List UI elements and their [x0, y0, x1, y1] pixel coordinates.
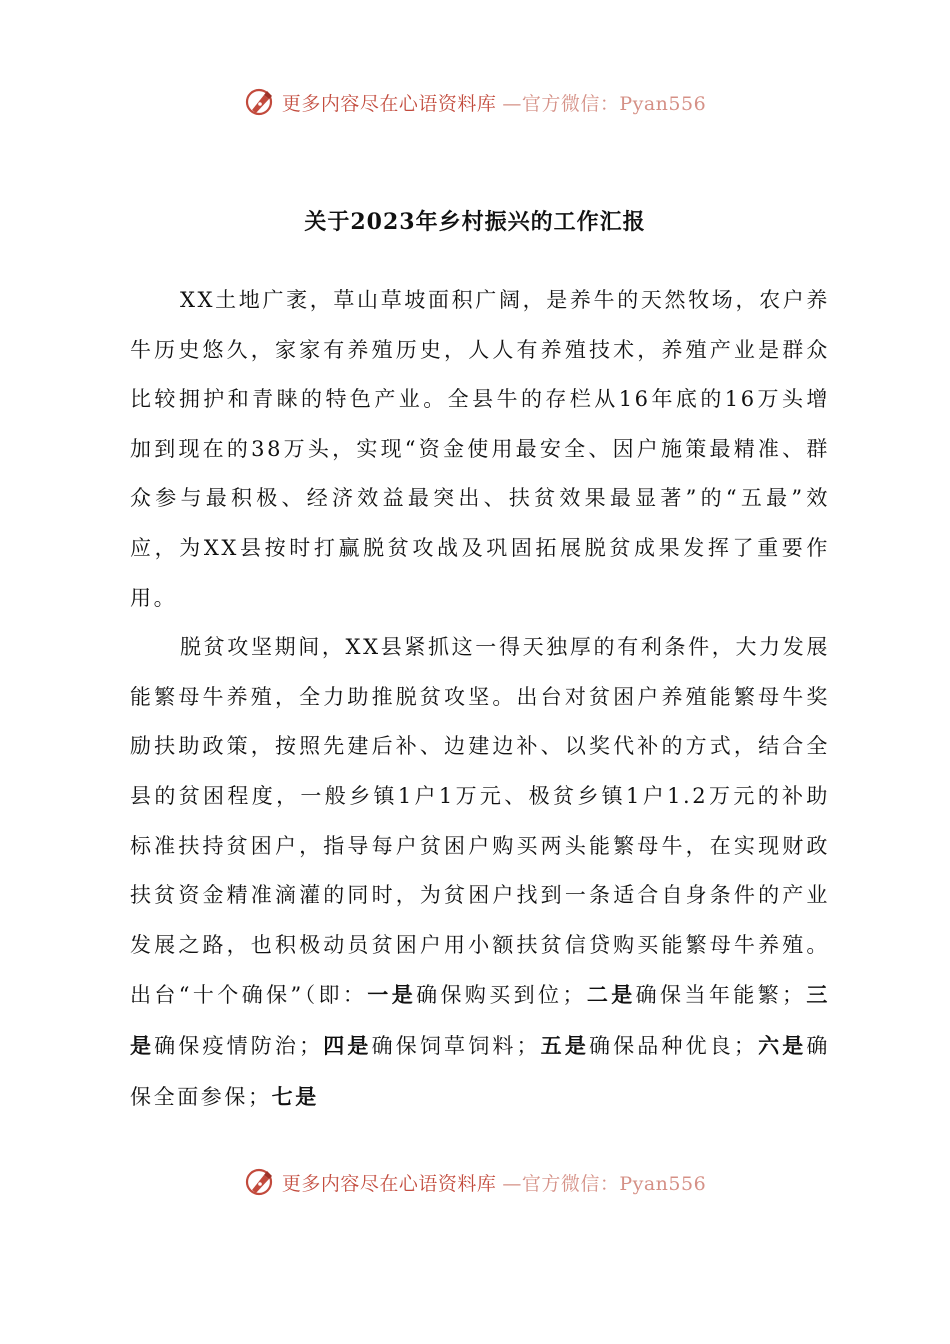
list-item-text: 确保品种优良； [589, 1033, 758, 1058]
list-ordinal: 五是 [540, 1032, 589, 1058]
list-item-text: 确保全面参保； [130, 1033, 831, 1109]
paragraph-2-intro: 脱贫攻坚期间，XX县紧抓这一得天独厚的有利条件，大力发展能繁母牛养殖，全力助推脱贫攻坚。出台对贫困户养殖能繁母牛奖励扶助政策，按照先建后补、边建边补、以奖代补的方式，结合全县的贫困程度，一般乡镇1户1万元、极贫乡镇1户1.2万元的补助标准扶持贫困户，指导每户贫困户购买两头能繁母牛，在实现财政扶贫资金精准滴灌的同时，为贫困户找到一条适合自身条件的产业发展之路，也积极动员贫困户用小额扶贫信贷购买能繁母牛养殖。出台“十个确保”（即： [130, 635, 830, 1008]
pen-nib-logo-icon [244, 86, 276, 118]
watermark-contact: —官方微信：Pyan556 [502, 1172, 707, 1195]
list-ordinal: 二是 [586, 982, 636, 1008]
header-watermark [0, 86, 950, 118]
watermark-contact: —官方微信：Pyan556 [502, 92, 707, 115]
list-ordinal: 七是 [271, 1083, 319, 1109]
watermark-brand: 更多内容尽在心语资料库 [281, 1172, 497, 1195]
document-title: 关于2023年乡村振兴的工作汇报 [304, 209, 646, 235]
list-ordinal: 三是 [130, 982, 831, 1058]
list-item-text: 确保疫情防治； [154, 1033, 323, 1058]
paragraph-2 [130, 623, 830, 1122]
list-ordinal: 四是 [322, 1032, 372, 1058]
document-body [130, 276, 830, 1122]
list-item-text: 确保当年能繁； [635, 983, 806, 1008]
list-item-text: 确保购买到位； [416, 983, 587, 1008]
footer-watermark [0, 1166, 950, 1198]
list-ordinal: 一是 [367, 982, 417, 1008]
pen-nib-logo-icon [244, 1166, 276, 1198]
list-item-text: 确保饲草饲料； [371, 1033, 541, 1058]
paragraph-1: XX土地广袤，草山草坡面积广阔，是养牛的天然牧场，农户养牛历史悠久，家家有养殖历史，人人有养殖技术，养殖产业是群众比较拥护和青睐的特色产业。全县牛的存栏从16年底的16万头增加到现在的38万头，实现“资金使用最安全、因户施策最精准、群众参与最积极、经济效益最突出、扶贫效果最显著”的“五最”效应，为XX县按时打赢脱贫攻战及巩固拓展脱贫成果发挥了重要作用。 [130, 288, 830, 610]
watermark-brand: 更多内容尽在心语资料库 [281, 92, 497, 115]
list-ordinal: 六是 [757, 1032, 807, 1058]
